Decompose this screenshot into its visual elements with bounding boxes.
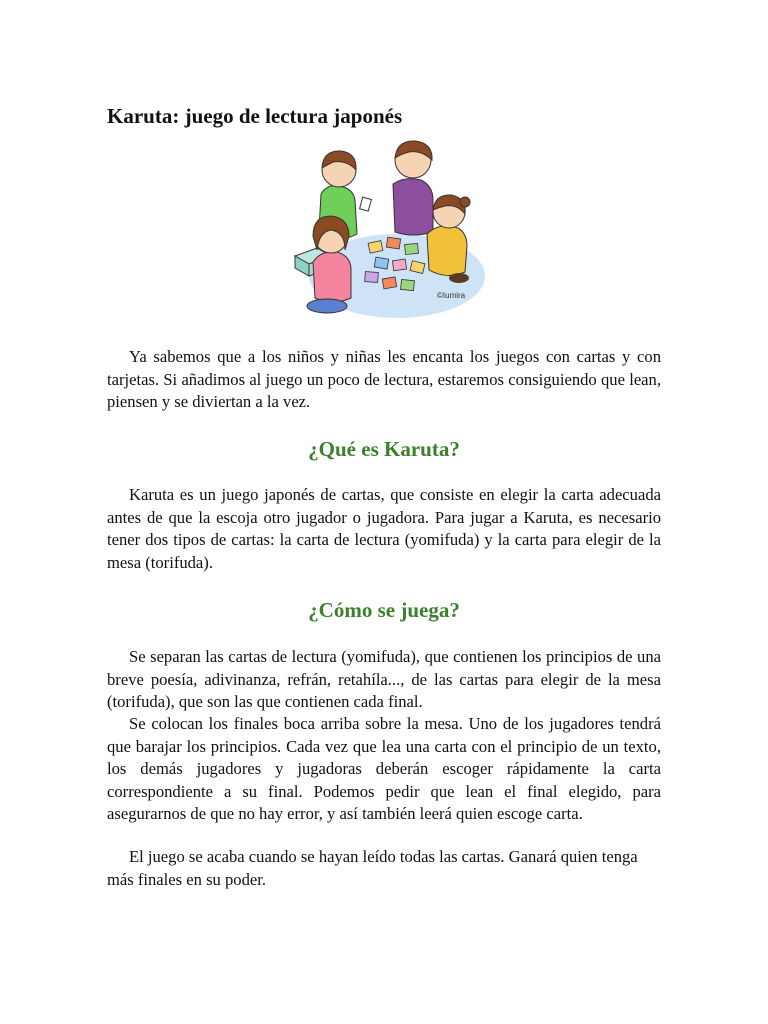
section-body-que-es: Karuta es un juego japonés de cartas, que consiste en elegir la carta adecuada antes de que la escoja otro jugador o jugadora. Para jugar a Karuta, es necesario tener dos tipos de cartas: la carta de lectura (yomifuda) y la carta para elegir de la mesa (torifuda). — [107, 485, 661, 572]
intro-paragraph: Ya sabemos que a los niños y niñas les encanta los juegos con cartas y con tarjetas. Si añadimos al juego un poco de lectura, estaremos consiguiendo que lean, piensen y se diviertan a la vez. — [107, 347, 661, 412]
child-pink-icon — [307, 216, 351, 313]
page-title: Karuta: juego de lectura japonés — [107, 104, 403, 128]
section-paragraph: Se separan las cartas de lectura (yomifuda), que contienen los principios de una breve poesía, adivinanza, refrán, retahíla..., de las cartas para elegir de la mesa (torifuda), que son las que contienen cada final. — [107, 647, 661, 712]
section-paragraph: Se colocan los finales boca arriba sobre la mesa. Uno de los jugadores tendrá que barajar los principios. Cada vez que lea una carta con el principio de un texto, los demás jugadores y jugadoras deberán escoger rápidamente la carta correspondiente a su final. Podemos pedir que lean el final elegido, para asegurarnos de que no hay error, y así también leerá quien escoge carta. — [107, 714, 661, 824]
section-heading-como-se-juega: ¿Cómo se juega? — [308, 598, 460, 622]
section-heading-que-es: ¿Qué es Karuta? — [308, 437, 460, 461]
child-purple-icon — [393, 141, 433, 235]
section-paragraph: El juego se acaba cuando se hayan leído todas las cartas. Ganará quien tenga más finales en su poder. — [107, 847, 638, 889]
illustration-signature: ©Iumira — [437, 291, 466, 300]
child-yellow-icon — [427, 195, 470, 283]
children-playing-karuta-illustration — [287, 138, 487, 326]
